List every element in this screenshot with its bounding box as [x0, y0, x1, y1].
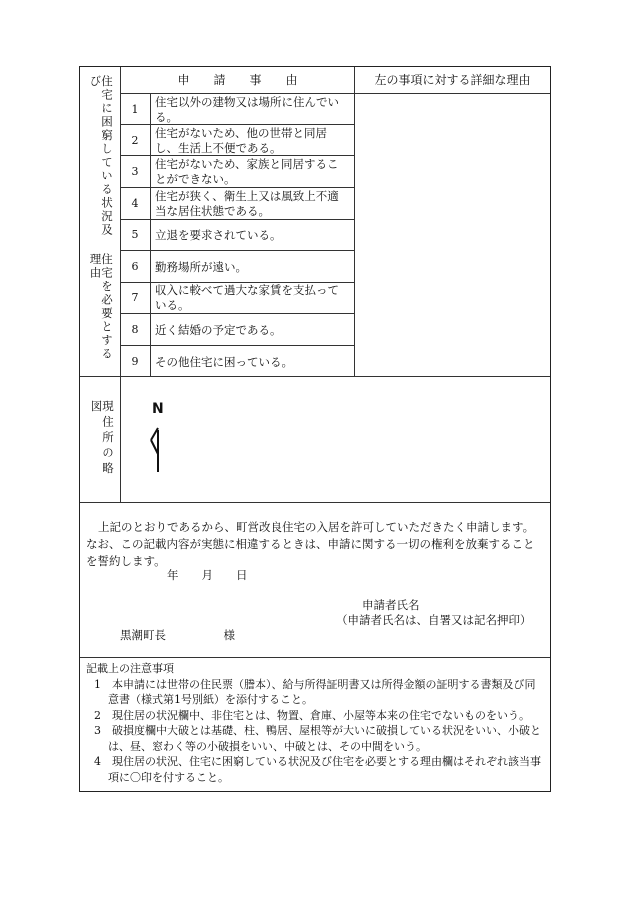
map-label: 現住所の略図	[89, 400, 115, 478]
row-divider	[120, 250, 354, 251]
applicant-name-label: 申請者氏名	[362, 598, 420, 612]
declaration-text: 上記のとおりであるから、町営改良住宅の入居を許可していただきたく申請します。なお、この記載内容が実態に相違するときは、申請に関する一切の権利を放棄することを誓約します。	[86, 520, 535, 568]
reason-text: 勤務場所が遠い。	[155, 260, 247, 274]
reason-text: その他住宅に困っている。	[155, 355, 293, 369]
header-detail-reason: 左の事項に対する詳細な理由	[374, 73, 531, 87]
reason-text: 収入に較べて過大な家賃を支払っている。	[155, 283, 339, 312]
date-line: 年 月 日	[167, 568, 248, 582]
side-label-bottom: 住宅を必要とする理由	[88, 253, 114, 361]
reason-text: 近く結婚の予定である。	[155, 323, 282, 337]
north-label: N	[152, 401, 164, 417]
row-divider	[120, 345, 354, 346]
north-arrow-icon	[148, 402, 170, 482]
section-divider	[80, 502, 550, 503]
reason-text: 住宅以外の建物又は場所に住んでいる。	[155, 95, 339, 124]
reason-number: 6	[131, 260, 139, 273]
note-item: 1 本申請には世帯の住民票（謄本）、給与所得証明書又は所得金額の証明する書類及び同意書（様式第1号別紙）を添付すること。	[94, 677, 536, 706]
reason-text: 住宅がないため、他の世帯と同居し、生活上不便である。	[155, 126, 328, 155]
note-item: 3 破損度欄中大破とは基礎、柱、鴨居、屋根等が大いに破損している状況をいい、小破とは、昼、窓わく等の小破損をいい、中破とは、その中間をいう。	[94, 724, 541, 753]
applicant-name-note: （申請者氏名は、自署又は記名押印）	[336, 613, 532, 627]
side-label-top: 住宅に困窮している状況及び	[88, 75, 114, 237]
reason-number: 2	[131, 134, 139, 147]
reason-text: 立退を要求されている。	[155, 228, 282, 242]
section-divider	[80, 657, 550, 658]
reason-number: 8	[131, 323, 139, 336]
header-application-reason: 申 請 事 由	[177, 73, 298, 87]
reason-number: 9	[131, 355, 139, 368]
header-divider	[120, 93, 550, 94]
reason-number: 7	[131, 291, 139, 304]
detail-column-divider	[354, 67, 355, 376]
row-divider	[120, 187, 354, 188]
reason-number: 4	[131, 197, 139, 210]
application-form	[79, 66, 551, 792]
notes-title: 記載上の注意事項	[86, 662, 174, 675]
reason-number: 3	[131, 165, 139, 178]
addressee: 黒潮町長 様	[120, 628, 235, 642]
note-item: 4 現住居の状況、住宅に困窮している状況及び住宅を必要とする理由欄はそれぞれ該当事項に〇印を付すること。	[94, 755, 541, 784]
reason-number: 5	[131, 228, 139, 241]
reason-text: 住宅が狭く、衛生上又は風致上不適当な居住状態である。	[155, 189, 339, 218]
reason-text: 住宅がないため、家族と同居することができない。	[155, 157, 339, 186]
map-area[interactable]	[121, 377, 550, 501]
number-column-divider	[150, 93, 151, 376]
row-divider	[120, 313, 354, 314]
note-item: 2 現住居の状況欄中、非住宅とは、物置、倉庫、小屋等本来の住宅でないものをいう。	[94, 708, 530, 722]
reason-number: 1	[131, 103, 139, 116]
notes-section	[86, 661, 546, 785]
row-divider	[120, 219, 354, 220]
